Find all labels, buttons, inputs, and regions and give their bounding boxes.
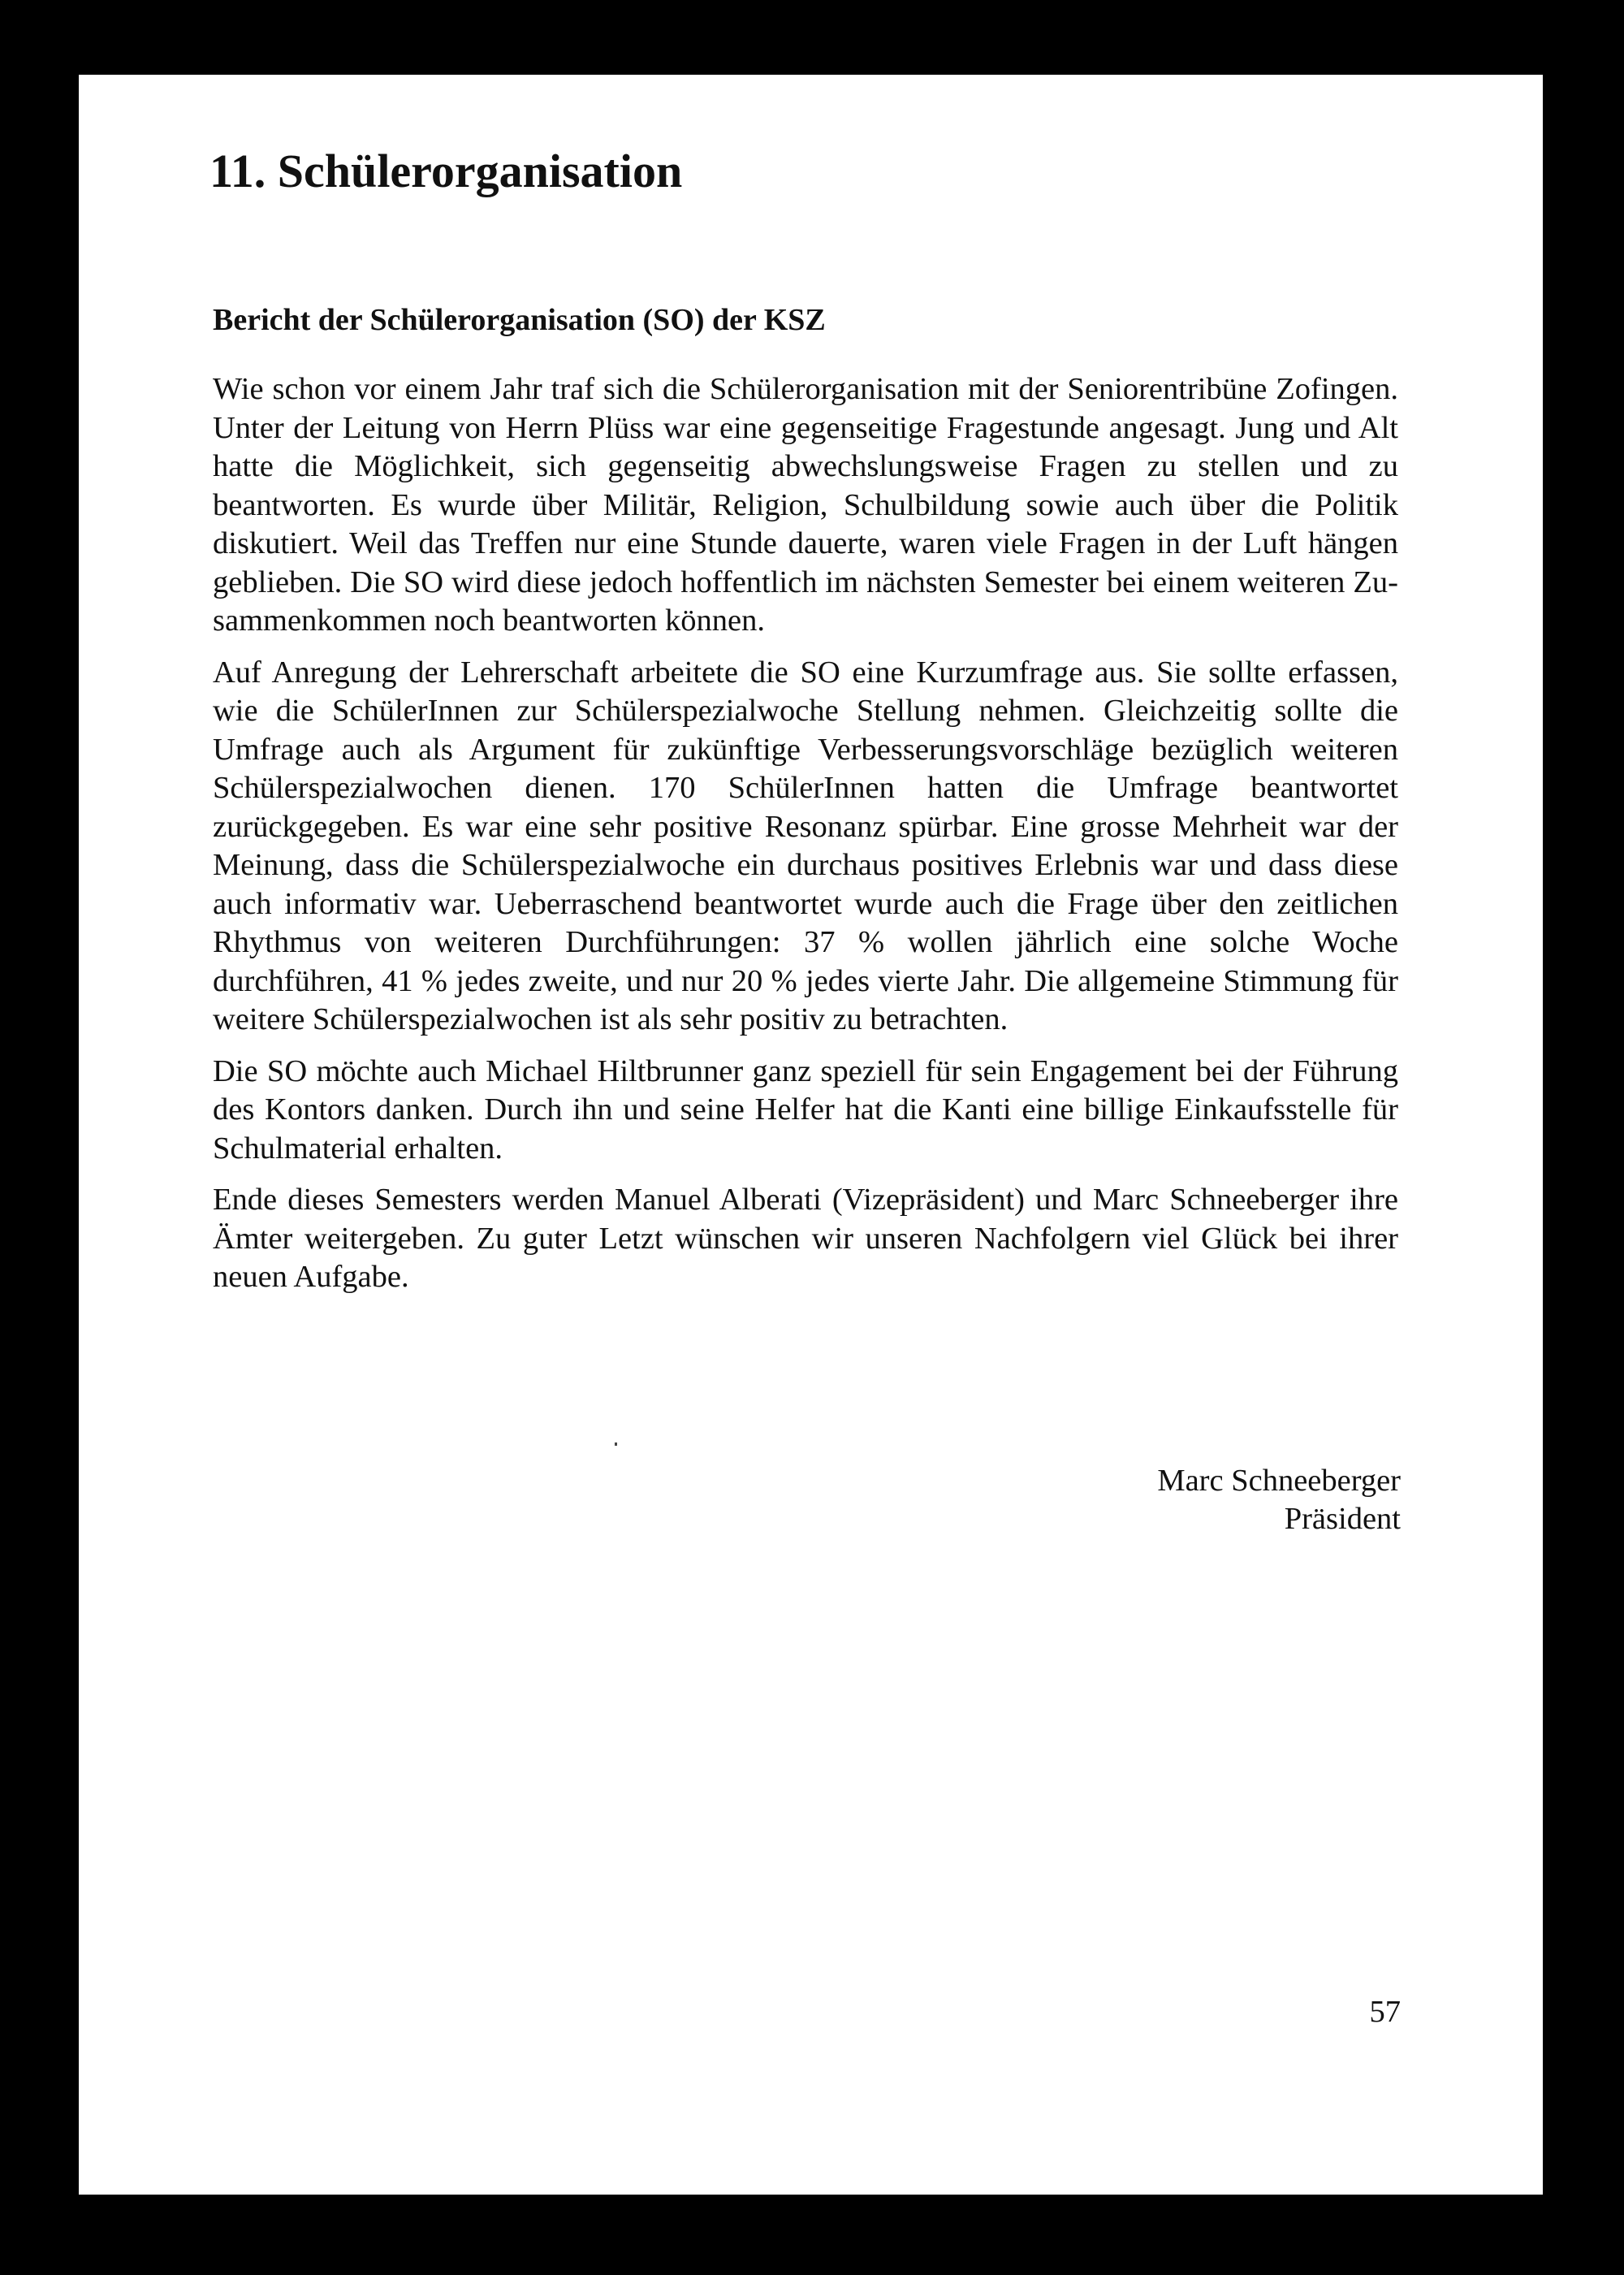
page-number: 57 xyxy=(1369,1995,1401,2029)
report-body xyxy=(213,370,1398,1310)
signature-block xyxy=(893,1462,1401,1538)
section-heading: Bericht der Schülerorganisation (SO) der KSZ xyxy=(213,303,826,337)
paragraph: Ende dieses Semesters werden Manuel Alberati (Vizepräsident) und Marc Schneeberger ihre Ämter weitergeben. Zu guter Letzt wünschen wir unseren Nachfolgern viel Glück bei ihrer neuen Aufgabe. xyxy=(213,1183,1398,1294)
signature-name: Marc Schneeberger xyxy=(1157,1464,1401,1498)
paragraph: Die SO möchte auch Michael Hiltbrunner ganz speziell für sein Engagement bei der Führung des Kontors danken. Durch ihn und seine Helfer hat die Kanti eine billige Einkaufsstelle für Schulmaterial erhalten. xyxy=(213,1053,1398,1166)
signature-role: Präsident xyxy=(1284,1502,1401,1536)
chapter-title: 11. Schülerorganisation xyxy=(209,145,683,197)
paragraph: Auf Anregung der Lehrerschaft arbeitete die SO eine Kurzumfrage aus. Sie sollte erfassen, wie die SchülerInnen zur Schülerspezialwoche Stellung nehmen. Gleichzeitig sollte die Umfrage auch als Argument für zukünftige Verbesserungsvorschläge bezüglich weiteren Schülerspezialwochen dienen. 170 SchülerInnen hatten die Umfrage beantwortet zurückgegeben. Es war eine sehr positive Resonanz spürbar. Eine grosse Mehrheit war der Meinung, dass die Schülerspezialwoche ein durchaus positives Erlebnis war und dass diese auch informativ war. Ueberraschend beantwortet wurde auch die Frage über den zeitlichen Rhythmus von weiteren Durchführungen: 37 % wollen jährlich eine solche Woche durchführen, 41 % jedes zweite, und nur 20 % jedes vierte Jahr. Die allgemeine Stimmung für weitere Schülerspezialwochen ist als sehr positiv zu betrachten. xyxy=(213,655,1398,1036)
paragraph: Wie schon vor einem Jahr traf sich die Schülerorganisation mit der Seniorentribüne Zofingen. Unter der Leitung von Herrn Plüss war eine gegenseitige Fragestunde angesagt. Jung und Alt hatte die Möglichkeit, sich gegenseitig abwechslungsweise Fragen zu stellen und zu beantworten. Es wurde über Militär, Religion, Schulbildung sowie auch über die Politik diskutiert. Weil das Treffen nur eine Stunde dauerte, waren viele Fragen in der Luft hängen geblieben. Die SO wird diese jedoch hoffentlich im nächsten Semester bei einem weiteren Zusammenkommen noch beantworten können. xyxy=(213,372,1398,638)
scan-speck xyxy=(615,1442,617,1446)
